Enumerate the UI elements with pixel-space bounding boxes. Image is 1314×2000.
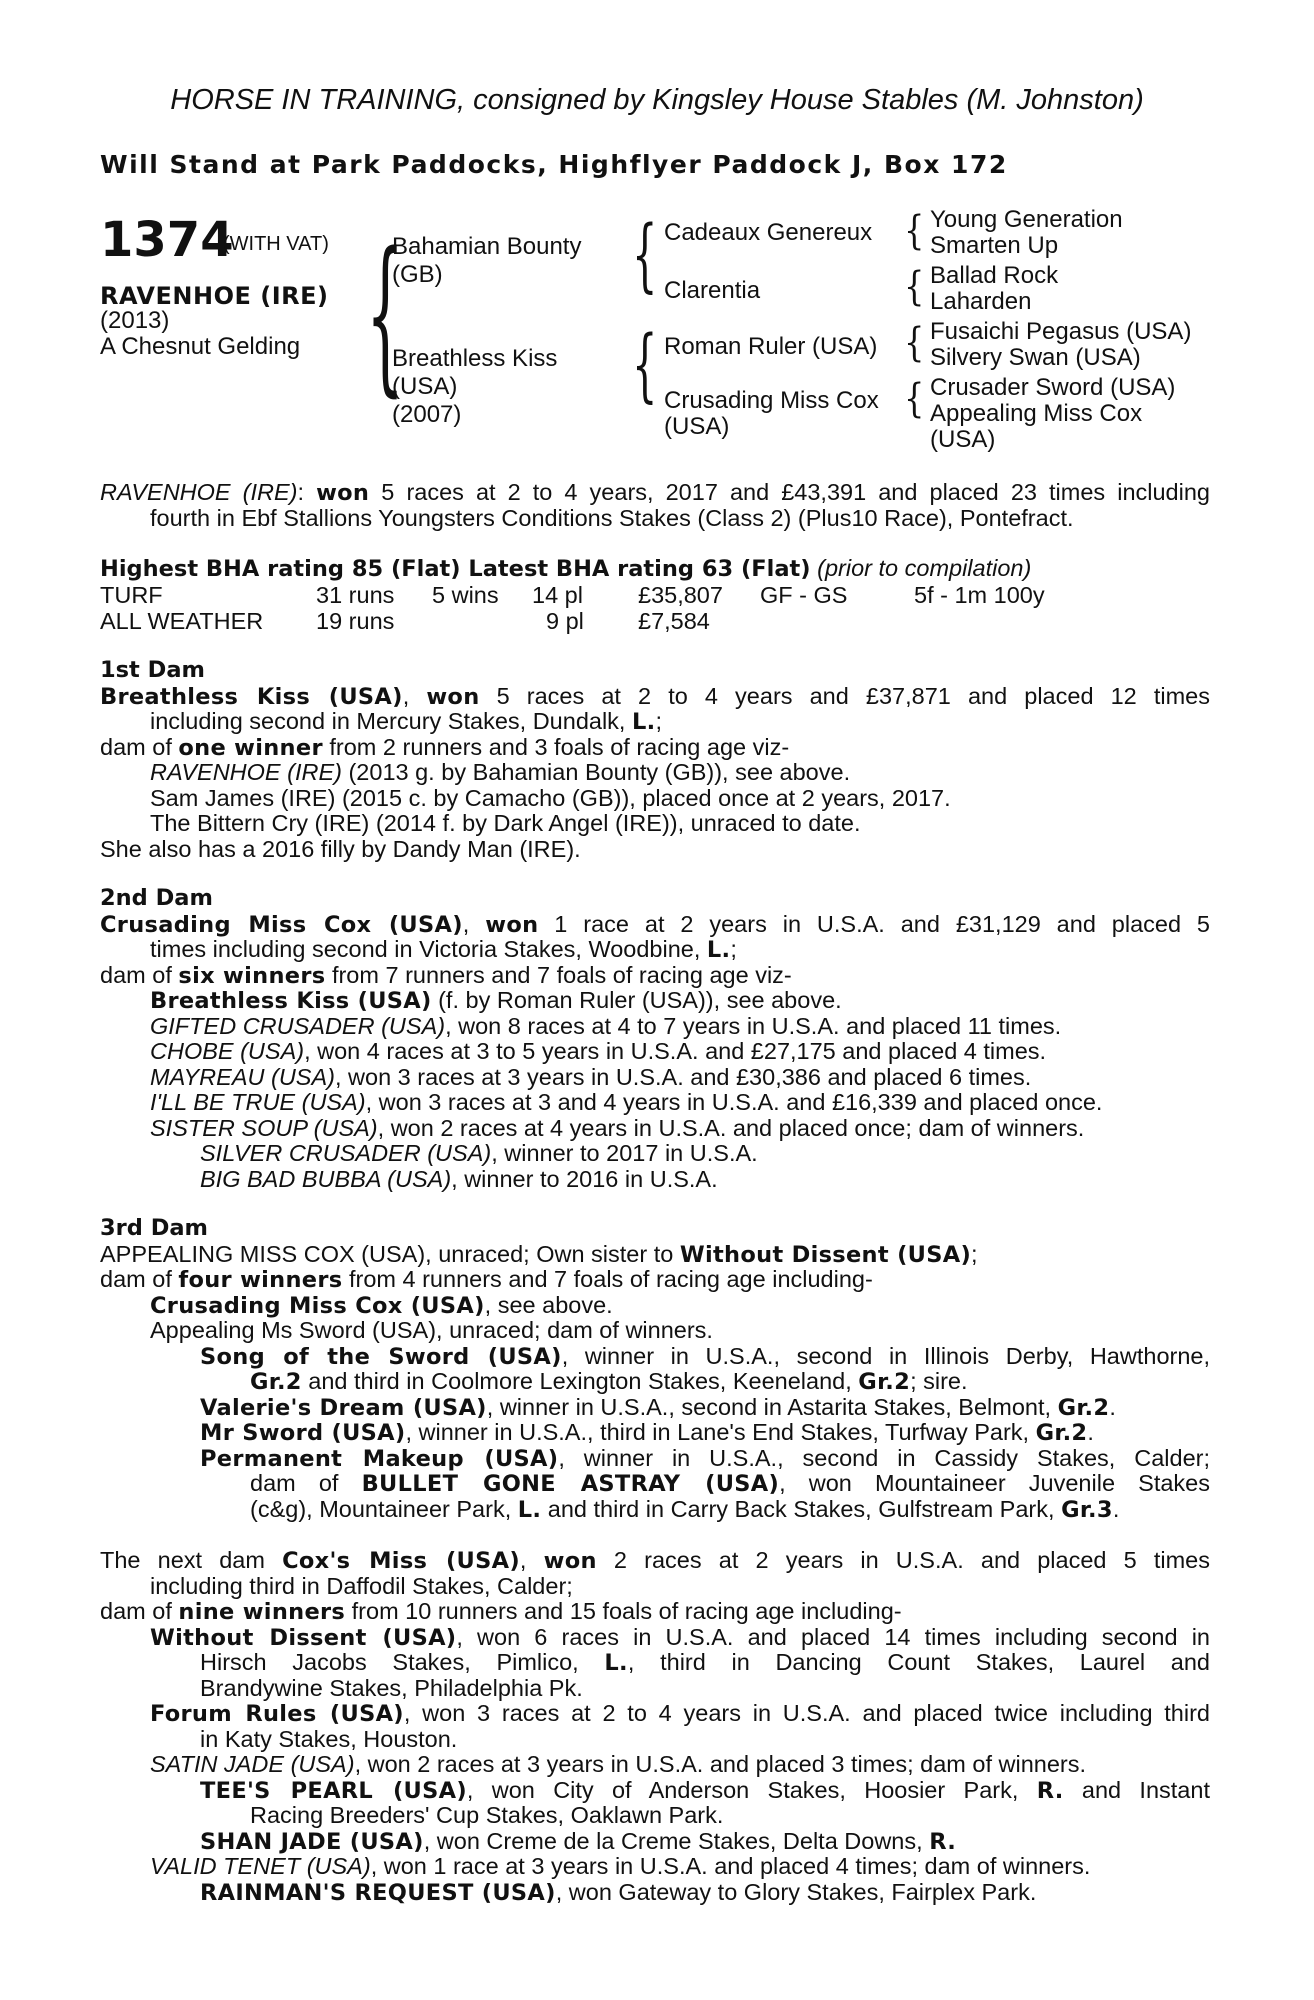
- first-dam-section: 1st Dam Breathless Kiss (USA), won 5 races at 2 to 4 years and £37,871 and placed 12 times including second in Mercury Stakes, Dundalk, L.; dam of one winner from 2 runners and 3 foals of racing age viz- RAVENHOE (IRE) (2013 g. by Bahamian Bounty (GB)), see above. Sam James (IRE) (2015 c. by Camacho (GB)), placed once at 2 years, 2017. The Bittern Cry (IRE) (2014 f. by Dark Angel (IRE)), unraced to date. She also has a 2016 filly by Dandy Man (IRE).: [100, 657, 1210, 862]
- turf-earnings: £35,807: [638, 582, 723, 608]
- horse-name: RAVENHOE (IRE): [100, 282, 329, 310]
- turf-runs: 31 runs: [316, 582, 395, 608]
- gen3-sss: Young Generation: [930, 206, 1123, 233]
- pedigree-brace: {: [904, 374, 925, 422]
- vat-note: (WITH VAT): [223, 233, 329, 255]
- aw-label: ALL WEATHER: [100, 608, 264, 634]
- page-title: HORSE IN TRAINING, consigned by Kingsley House Stables (M. Johnston): [170, 84, 1144, 116]
- section-heading: 3rd Dam: [100, 1215, 208, 1241]
- turf-label: TURF: [100, 582, 163, 608]
- dam-dam: Crusading Miss Cox: [664, 387, 879, 414]
- gen3-sdd: Laharden: [930, 288, 1032, 315]
- second-dam-section: 2nd Dam Crusading Miss Cox (USA), won 1 race at 2 years in U.S.A. and £31,129 and placed 5 times including second in Victoria Stakes, Woodbine, L.; dam of six winners from 7 runners and 7 foals of racing age viz- Breathless Kiss (USA) (f. by Roman Ruler (USA)), see above. GIFTED CRUSADER (USA), won 8 races at 4 to 7 years in U.S.A. and placed 11 times. CHOBE (USA), won 4 races at 3 to 5 years in U.S.A. and £27,175 and placed 4 times. MAYREAU (USA), won 3 races at 3 years in U.S.A. and £30,386 and placed 6 times. I'LL BE TRUE (USA), won 3 races at 3 and 4 years in U.S.A. and £16,339 and placed once. SISTER SOUP (USA), won 2 races at 4 years in U.S.A. and placed once; dam of winners. SILVER CRUSADER (USA), winner to 2017 in U.S.A. BIG BAD BUBBA (USA), winner to 2016 in U.S.A.: [100, 885, 1211, 1192]
- turf-going: GF - GS: [760, 582, 848, 608]
- next-dam-section: The next dam Cox's Miss (USA), won 2 races at 2 years in U.S.A. and placed 5 times including third in Daffodil Stakes, Calder; dam of nine winners from 10 runners and 15 foals of racing age including- Without Dissent (USA), won 6 races in U.S.A. and placed 14 times including second in Hirsch Jacobs Stakes, Pimlico, L., third in Dancing Count Stakes, Laurel and Brandywine Stakes, Philadelphia Pk. Forum Rules (USA), won 3 races at 2 to 4 years in U.S.A. and placed twice including third in Katy Stakes, Houston. SATIN JADE (USA), won 2 races at 3 years in U.S.A. and placed 3 times; dam of winners. TEE'S PEARL (USA), won City of Anderson Stakes, Hoosier Park, R. and Instant Racing Breeders' Cup Stakes, Oaklawn Park. SHAN JADE (USA), won Creme de la Creme Stakes, Delta Downs, R. VALID TENET (USA), won 1 race at 3 years in U.S.A. and placed 4 times; dam of winners. RAINMAN'S REQUEST (USA), won Gateway to Glory Stakes, Fairplex Park.: [100, 1547, 1211, 1906]
- stand-location: Will Stand at Park Paddocks, Highflyer Paddock J, Box 172: [100, 150, 1008, 179]
- rating-block: Highest BHA rating 85 (Flat) Latest BHA rating 63 (Flat) (prior to compilation): [100, 555, 1032, 582]
- pedigree-brace: {: [904, 262, 925, 310]
- foaling-year: (2013): [100, 307, 170, 334]
- aw-runs: 19 runs: [316, 608, 395, 634]
- gen3-ddd-country: (USA): [930, 426, 996, 453]
- sire: Bahamian Bounty: [392, 233, 582, 260]
- sire-dam: Clarentia: [664, 277, 761, 304]
- section-heading: 1st Dam: [100, 657, 205, 683]
- gen3-dds: Crusader Sword (USA): [930, 374, 1176, 401]
- pedigree-brace: {: [366, 218, 405, 414]
- pedigree-brace: {: [632, 320, 658, 412]
- lot-number: 1374: [100, 212, 234, 268]
- gen3-ssd: Smarten Up: [930, 232, 1059, 259]
- dam-dam-country: (USA): [664, 413, 730, 440]
- sire-country: (GB): [392, 261, 443, 288]
- gen3-dss: Fusaichi Pegasus (USA): [930, 318, 1192, 345]
- gen3-dsd: Silvery Swan (USA): [930, 344, 1141, 371]
- pedigree-brace: {: [904, 206, 925, 254]
- turf-wins: 5 wins: [432, 582, 499, 608]
- pedigree-brace: {: [904, 318, 925, 366]
- gen3-sds: Ballad Rock: [930, 262, 1059, 289]
- dam-sire: Roman Ruler (USA): [664, 333, 878, 360]
- turf-placed: 14 pl: [532, 582, 583, 608]
- dam-country: (USA): [392, 373, 458, 400]
- aw-earnings: £7,584: [638, 608, 710, 634]
- aw-placed: 9 pl: [546, 608, 584, 634]
- pedigree-brace: {: [632, 210, 658, 302]
- turf-distance: 5f - 1m 100y: [914, 582, 1045, 608]
- race-summary: RAVENHOE (IRE): won 5 races at 2 to 4 years, 2017 and £43,391 and placed 23 times including fourth in Ebf Stallions Youngsters Conditions Stakes (Class 2) (Plus10 Race), Pontefract.: [100, 479, 1210, 531]
- third-dam-section: 3rd Dam APPEALING MISS COX (USA), unraced; Own sister to Without Dissent (USA); dam of four winners from 4 runners and 7 foals of racing age including- Crusading Miss Cox (USA), see above. Appealing Ms Sword (USA), unraced; dam of winners. Song of the Sword (USA), winner in U.S.A., second in Illinois Derby, Hawthorne, Gr.2 and third in Coolmore Lexington Stakes, Keeneland, Gr.2; sire. Valerie's Dream (USA), winner in U.S.A., second in Astarita Stakes, Belmont, Gr.2. Mr Sword (USA), winner in U.S.A., third in Lane's End Stakes, Turfway Park, Gr.2. Permanent Makeup (USA), winner in U.S.A., second in Cassidy Stakes, Calder; dam of BULLET GONE ASTRAY (USA), won Mountaineer Juvenile Stakes (c&g), Mountaineer Park, L. and third in Carry Back Stakes, Gulfstream Park, Gr.3.: [100, 1215, 1211, 1523]
- gen3-ddd: Appealing Miss Cox: [930, 400, 1143, 427]
- horse-description: A Chesnut Gelding: [100, 333, 301, 360]
- section-heading: 2nd Dam: [100, 885, 213, 911]
- sire-sire: Cadeaux Genereux: [664, 219, 873, 246]
- dam-year: (2007): [392, 401, 462, 428]
- dam: Breathless Kiss: [392, 345, 558, 372]
